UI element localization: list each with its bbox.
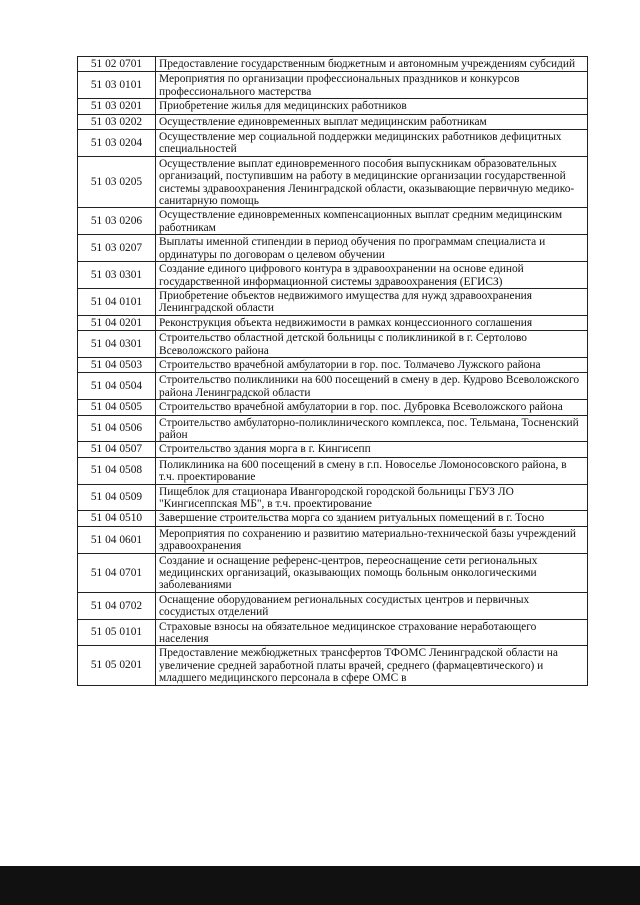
table-row <box>78 646 588 685</box>
row-description: Строительство областной детской больницы с поликлиникой в г. Сертолово Всеволожского района <box>156 331 588 358</box>
row-code: 51 02 0701 <box>78 57 156 72</box>
row-description: Мероприятия по сохранению и развитию материально-технической базы учреждений здравоохранения <box>156 526 588 553</box>
row-description: Осуществление единовременных компенсационных выплат средним медицинским работникам <box>156 208 588 235</box>
row-description: Пищеблок для стационара Ивангородской городской больницы ГБУЗ ЛО "Кингисеппская МБ", в т.ч. проектирование <box>156 484 588 511</box>
row-code: 51 03 0101 <box>78 72 156 99</box>
row-code: 51 04 0510 <box>78 511 156 526</box>
row-description: Осуществление выплат единовременного пособия выпускникам образовательных организаций, поступившим на работу в медицинские организации государственной системы здравоохранения Ленинградской области, оказывающие первичную медико-санитарную помощь <box>156 156 588 208</box>
table-row <box>78 357 588 372</box>
table-row <box>78 400 588 415</box>
row-code: 51 04 0504 <box>78 373 156 400</box>
row-description: Выплаты именной стипендии в период обучения по программам специалиста и ординатуры по договорам о целевом обучении <box>156 235 588 262</box>
row-code: 51 03 0207 <box>78 235 156 262</box>
row-description: Страховые взносы на обязательное медицинское страхование неработающего населения <box>156 619 588 646</box>
row-code: 51 05 0101 <box>78 619 156 646</box>
table-row <box>78 331 588 358</box>
row-code: 51 03 0301 <box>78 262 156 289</box>
row-code: 51 04 0301 <box>78 331 156 358</box>
row-code: 51 04 0601 <box>78 526 156 553</box>
row-description: Реконструкция объекта недвижимости в рамках концессионного соглашения <box>156 315 588 330</box>
table-row <box>78 511 588 526</box>
table-row <box>78 619 588 646</box>
table-row <box>78 415 588 442</box>
row-code: 51 04 0701 <box>78 553 156 592</box>
table-row <box>78 526 588 553</box>
table-row <box>78 114 588 129</box>
table-row <box>78 592 588 619</box>
row-description: Мероприятия по организации профессиональных праздников и конкурсов профессионального мастерства <box>156 72 588 99</box>
row-description: Поликлиника на 600 посещений в смену в г.п. Новоселье Ломоносовского района, в т.ч. проектирование <box>156 457 588 484</box>
table-row <box>78 156 588 208</box>
row-description: Создание единого цифрового контура в здравоохранении на основе единой государственной информационной системы здравоохранения (ЕГИСЗ) <box>156 262 588 289</box>
table-row <box>78 553 588 592</box>
row-code: 51 04 0503 <box>78 357 156 372</box>
row-code: 51 04 0509 <box>78 484 156 511</box>
scan-edge-bar <box>0 866 640 905</box>
row-code: 51 04 0506 <box>78 415 156 442</box>
row-description: Предоставление государственным бюджетным и автономным учреждениям субсидий <box>156 57 588 72</box>
table-row <box>78 457 588 484</box>
row-description: Предоставление межбюджетных трансфертов ТФОМС Ленинградской области на увеличение средней заработной платы врачей, среднего (фармацевтического) и младшего медицинского персонала в сфере ОМС в <box>156 646 588 685</box>
row-description: Приобретение объектов недвижимого имущества для нужд здравоохранения Ленинградской области <box>156 288 588 315</box>
row-code: 51 05 0201 <box>78 646 156 685</box>
row-description: Завершение строительства морга со зданием ритуальных помещений в г. Тосно <box>156 511 588 526</box>
table-row <box>78 208 588 235</box>
table-row <box>78 315 588 330</box>
table-body <box>78 57 588 686</box>
table-row <box>78 235 588 262</box>
budget-classification-table <box>77 56 588 686</box>
row-description: Строительство врачебной амбулатории в гор. пос. Толмачево Лужского района <box>156 357 588 372</box>
row-description: Осуществление мер социальной поддержки медицинских работников дефицитных специальностей <box>156 130 588 157</box>
row-description: Приобретение жилья для медицинских работников <box>156 99 588 114</box>
table-row <box>78 442 588 457</box>
row-code: 51 04 0508 <box>78 457 156 484</box>
table-row <box>78 288 588 315</box>
row-code: 51 04 0507 <box>78 442 156 457</box>
row-description: Создание и оснащение референс-центров, переоснащение сети региональных медицинских организаций, оказывающих помощь больным онкологическими заболеваниями <box>156 553 588 592</box>
row-code: 51 03 0205 <box>78 156 156 208</box>
table-row <box>78 484 588 511</box>
table-row <box>78 72 588 99</box>
row-description: Строительство здания морга в г. Кингисепп <box>156 442 588 457</box>
table-row <box>78 373 588 400</box>
row-description: Строительство поликлиники на 600 посещений в смену в дер. Кудрово Всеволожского района Ленинградской области <box>156 373 588 400</box>
row-description: Строительство врачебной амбулатории в гор. пос. Дубровка Всеволожского района <box>156 400 588 415</box>
row-code: 51 04 0702 <box>78 592 156 619</box>
table-row <box>78 130 588 157</box>
row-code: 51 03 0204 <box>78 130 156 157</box>
row-description: Осуществление единовременных выплат медицинским работникам <box>156 114 588 129</box>
row-code: 51 03 0202 <box>78 114 156 129</box>
row-code: 51 03 0206 <box>78 208 156 235</box>
row-code: 51 04 0505 <box>78 400 156 415</box>
row-description: Строительство амбулаторно-поликлинического комплекса, пос. Тельмана, Тосненский район <box>156 415 588 442</box>
table-row <box>78 262 588 289</box>
row-code: 51 04 0201 <box>78 315 156 330</box>
table-row <box>78 99 588 114</box>
row-description: Оснащение оборудованием региональных сосудистых центров и первичных сосудистых отделений <box>156 592 588 619</box>
row-code: 51 04 0101 <box>78 288 156 315</box>
table-row <box>78 57 588 72</box>
row-code: 51 03 0201 <box>78 99 156 114</box>
